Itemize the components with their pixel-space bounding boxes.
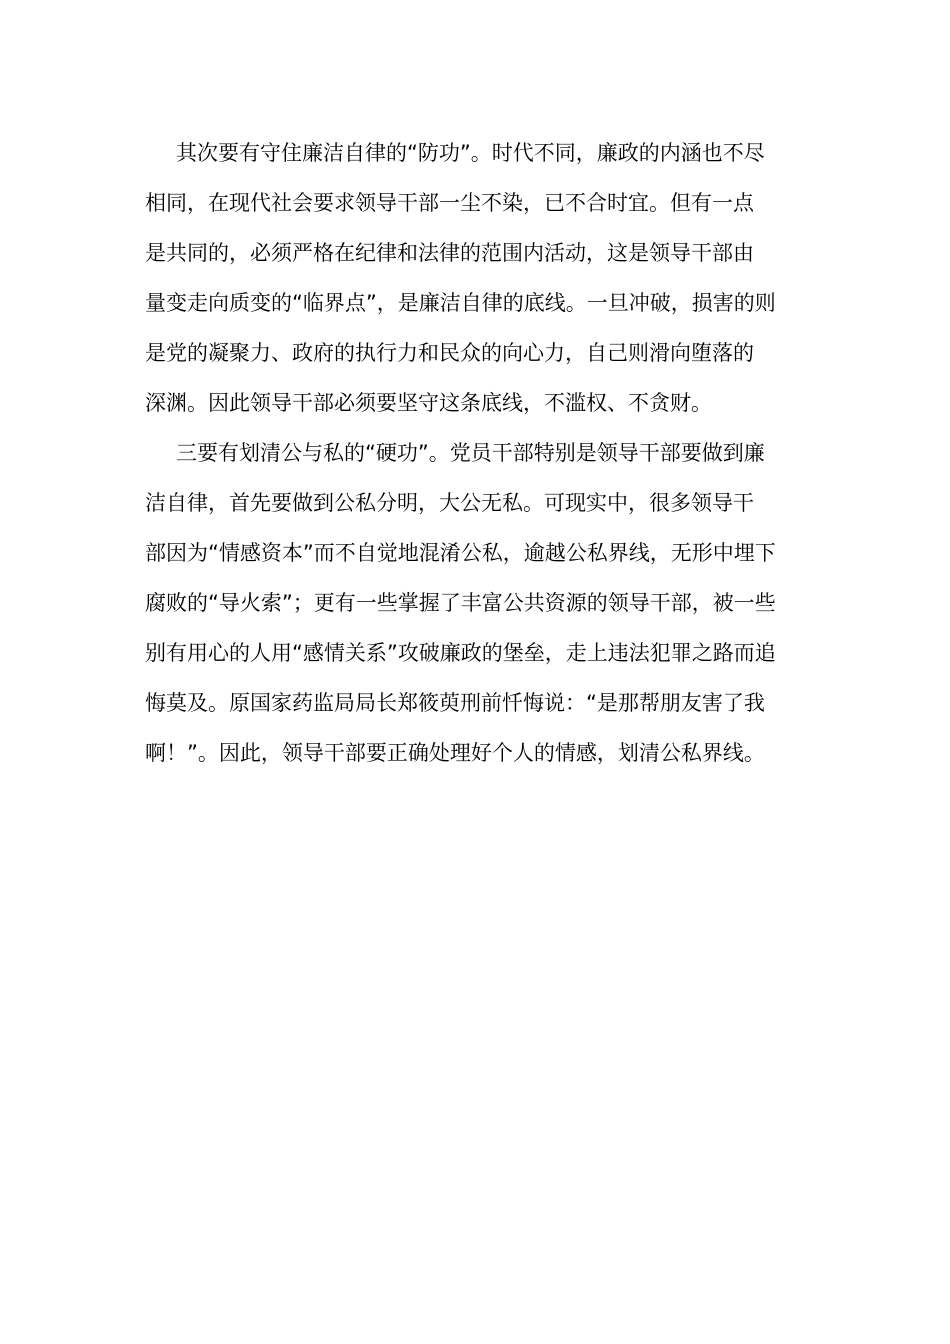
paragraph-line: 悔莫及。原国家药监局局长郑筱萸刑前忏悔说：“是那帮朋友害了我: [145, 691, 765, 715]
paragraph-line: 部因为“情感资本”而不自觉地混淆公私，逾越公私界线，无形中埋下: [145, 541, 776, 565]
paragraph-line: 是共同的，必须严格在纪律和法律的范围内活动，这是领导干部由: [145, 241, 754, 265]
paragraph-line: 腐败的“导火索”；更有一些掌握了丰富公共资源的领导干部，被一些: [145, 591, 776, 615]
paragraph-integrity-defense: [145, 128, 815, 428]
paragraph-line: 其次要有守住廉洁自律的“防功”。时代不同，廉政的内涵也不尽: [176, 141, 765, 165]
paragraph-line: 别有用心的人用“感情关系”攻破廉政的堡垒，走上违法犯罪之路而追: [145, 641, 776, 665]
paragraph-line: 是党的凝聚力、政府的执行力和民众的向心力，自己则滑向堕落的: [145, 341, 754, 365]
paragraph-line: 深渊。因此领导干部必须要坚守这条底线，不滥权、不贪财。: [145, 391, 712, 415]
paragraph-line: 洁自律，首先要做到公私分明，大公无私。可现实中，很多领导干: [145, 491, 754, 515]
paragraph-line: 量变走向质变的“临界点”，是廉洁自律的底线。一旦冲破，损害的则: [145, 291, 776, 315]
document-body: [145, 128, 815, 778]
paragraph-line: 相同，在现代社会要求领导干部一尘不染，已不合时宜。但有一点: [145, 191, 754, 215]
paragraph-public-private: [145, 428, 815, 778]
paragraph-line: 啊！”。因此，领导干部要正确处理好个人的情感，划清公私界线。: [145, 741, 765, 765]
paragraph-line: 三要有划清公与私的“硬功”。党员干部特别是领导干部要做到廉: [176, 441, 765, 465]
